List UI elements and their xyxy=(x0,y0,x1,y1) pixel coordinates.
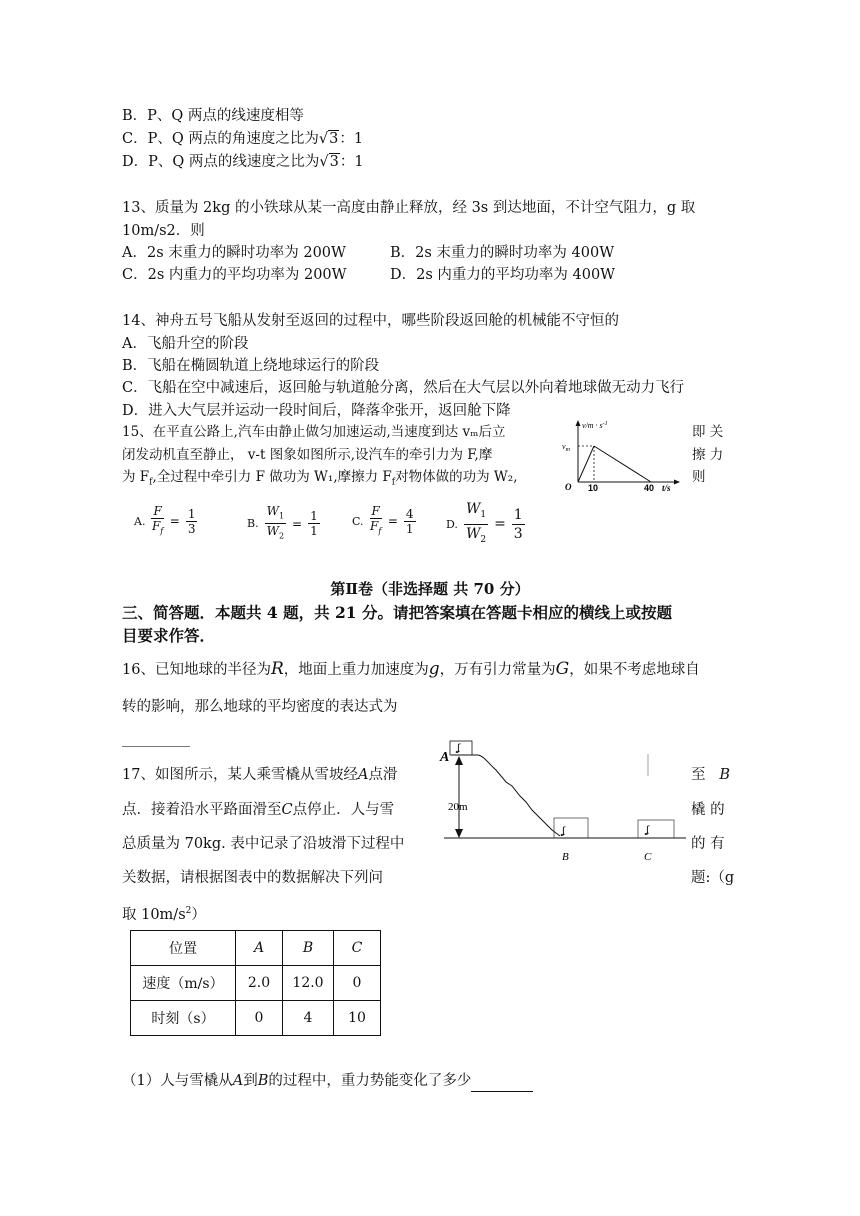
value-denominator: 1 xyxy=(310,524,318,539)
svg-text:ʆ: ʆ xyxy=(457,743,461,754)
fraction xyxy=(464,500,488,549)
table-header-cell: B xyxy=(283,931,334,966)
q17-sub1-answer-blank[interactable] xyxy=(471,1071,533,1092)
q14-stem: 14、神舟五号飞船从发射至返回的过程中，哪些阶段返回舱的机械能不守恒的 xyxy=(122,313,619,329)
q17-stem-line3-right: 的 有 xyxy=(691,836,725,852)
fraction-denominator-sub: 2 xyxy=(480,534,487,545)
q15-stem-line1: 15、在平直公路上,汽车由静止做匀加速运动,当速度到达 vₘ后立 xyxy=(122,424,506,440)
graph-xlabel: t/s xyxy=(662,483,671,493)
fraction-denominator-sub: f xyxy=(378,526,382,536)
radicand: 3 xyxy=(329,154,339,170)
graph-x-arrow xyxy=(674,480,680,485)
q15-option-b: B. $\frac{W_1}{W_2}$ = $\frac{1}{1}$ xyxy=(247,504,322,544)
q17-sub1-text-b: 到 xyxy=(243,1073,258,1089)
fraction xyxy=(151,504,163,538)
q17-sub1-point-b: B xyxy=(257,1073,269,1089)
fig-slope-curve xyxy=(478,755,560,836)
fig-height-label: 20m xyxy=(448,801,468,813)
q17-sub1-point-a: A xyxy=(232,1073,244,1089)
value-numerator: 1 xyxy=(310,509,318,524)
fraction-denominator-sub: 2 xyxy=(278,531,285,541)
fraction-denominator: F xyxy=(151,519,161,533)
q16-answer-blank[interactable] xyxy=(122,746,190,747)
fraction-numerator: F xyxy=(153,504,162,518)
q14-option-a: A．飞船升空的阶段 xyxy=(122,336,249,352)
q15-line3-a: 为 F xyxy=(122,469,150,485)
q16-var-g: g xyxy=(428,659,440,679)
q12-option-d-ratio: ：1 xyxy=(339,154,364,170)
sqrt-symbol: √3 xyxy=(318,131,339,147)
section-heading-line1: 三、简答题．本题共 4 题，共 21 分。请把答案填在答题卡相应的横线上或按题 xyxy=(122,603,672,622)
q15-line3-b: ,全过程中牵引力 F 做功为 W₁,摩擦力 F xyxy=(152,469,392,485)
q17-stem-line2-right: 橇 的 xyxy=(691,802,725,818)
section-title: 第Ⅱ卷（非选择题 共 70 分） xyxy=(330,580,530,598)
fig-label-b: B xyxy=(562,851,569,863)
q12-option-c-text: C．P、Q 两点的角速度之比为 xyxy=(122,131,319,147)
graph-origin-label: O xyxy=(565,482,572,492)
q12-option-b: B．P、Q 两点的线速度相等 xyxy=(122,108,304,124)
q13-option-b: B．2s 末重力的瞬时功率为 400W xyxy=(390,245,615,261)
q15-stem-line3-right: 则 xyxy=(692,469,706,485)
q15-line3-sub2: f xyxy=(391,477,396,488)
value-fraction xyxy=(404,507,416,536)
q12-option-d-text: D．P、Q 两点的线速度之比为 xyxy=(122,154,320,170)
q15-stem-line3 xyxy=(122,467,518,493)
table-row xyxy=(131,966,381,1001)
table-cell: 12.0 xyxy=(283,966,334,1001)
graph-vm-sub: m xyxy=(565,447,570,453)
q14-option-d: D．进入大气层并运动一段时间后，降落伞张开，返回舱下降 xyxy=(122,403,511,419)
section-heading-line2: 目要求作答． xyxy=(122,626,216,645)
table-cell: 2.0 xyxy=(236,966,283,1001)
graph-vm-text: v xyxy=(562,442,566,451)
sled-icon xyxy=(638,820,674,838)
q15-option-c: C. $\frac{F}{F_f}$ = $\frac{4}{1}$ xyxy=(352,504,418,538)
fraction-denominator: W xyxy=(465,525,481,542)
q17-stem-line4: 关数据，请根据图表中的数据解决下列问 xyxy=(122,870,383,886)
fraction-denominator-sub: f xyxy=(160,526,164,536)
q17-stem-line3: 总质量为 70kg. 表中记录了沿坡滑下过程中 xyxy=(122,836,405,852)
q13-option-c: C．2s 内重力的平均功率为 200W xyxy=(122,267,347,283)
q13-option-d: D．2s 内重力的平均功率为 400W xyxy=(390,267,616,283)
q17-exp: 2 xyxy=(185,906,192,916)
table-row xyxy=(131,1001,381,1036)
radicand: 3 xyxy=(329,131,339,147)
q17-text-c: 至 xyxy=(691,767,706,783)
q17-point-c: C xyxy=(281,802,293,818)
table-cell: 10 xyxy=(334,1001,381,1036)
sqrt-symbol: √3 xyxy=(319,154,339,170)
q12-option-c xyxy=(122,129,363,149)
q17-text-g: ） xyxy=(191,906,206,923)
value-fraction xyxy=(308,509,320,538)
q12-option-c-ratio: ：1 xyxy=(339,131,364,147)
q16-stem-line2: 转的影响，那么地球的平均密度的表达式为 xyxy=(122,699,398,715)
table-cell: 速度（m/s） xyxy=(131,966,236,1001)
value-denominator: 3 xyxy=(513,525,523,542)
q13-option-a: A．2s 末重力的瞬时功率为 200W xyxy=(122,245,346,261)
value-fraction xyxy=(512,506,525,543)
q17-stem-line1-right xyxy=(691,765,730,785)
value-numerator: 4 xyxy=(405,506,414,521)
q16-text-c: ，万有引力常量为 xyxy=(439,662,556,678)
q15-stem-line2: 闭发动机直至静止， v-t 图象如图所示,设汽车的牵引力为 F,摩 xyxy=(122,447,493,463)
table-header-cell: A xyxy=(236,931,283,966)
q13-stem-line1: 13、质量为 2kg 的小铁球从某一高度由静止释放，经 3s 到达地面，不计空气阻力，g 取 xyxy=(122,200,696,216)
q15-line3-c: 对物体做的功为 W₂, xyxy=(395,469,518,485)
graph-y-arrow xyxy=(576,420,581,426)
svg-text:ʆ: ʆ xyxy=(646,825,650,836)
value-numerator: 1 xyxy=(513,506,523,523)
q16-var-r: R xyxy=(270,659,284,679)
graph-vm-label xyxy=(562,442,571,453)
q17-text-b: 点滑 xyxy=(368,767,398,783)
q14-option-b: B．飞船在椭圆轨道上绕地球运行的阶段 xyxy=(122,358,380,374)
table-cell: 4 xyxy=(283,1001,334,1036)
q17-stem-line2 xyxy=(122,800,394,820)
fraction-denominator: W xyxy=(266,524,279,539)
option-letter: B. xyxy=(247,517,259,531)
q16-text-b: ，地面上重力加速度为 xyxy=(283,662,429,678)
q16-var-g-const: G xyxy=(555,659,570,679)
fraction-numerator-sub: 1 xyxy=(278,511,285,521)
option-letter: C. xyxy=(352,514,364,528)
q13-stem-line2: 10m/s2．则 xyxy=(122,223,205,239)
q16-text-a: 16、已知地球的半径为 xyxy=(122,662,271,678)
table-header-row xyxy=(131,931,381,966)
option-letter: A. xyxy=(134,514,146,528)
fraction-numerator-sub: 1 xyxy=(480,509,487,520)
table-cell: 0 xyxy=(334,966,381,1001)
q17-text-a: 17、如图所示，某人乘雪橇从雪坡经 xyxy=(122,767,358,783)
q17-point-a: A xyxy=(357,767,369,783)
q15-line3-sub: f xyxy=(149,477,153,488)
graph-tick-10: 10 xyxy=(588,483,599,493)
fig-label-a: A xyxy=(440,750,450,765)
fraction-numerator: W xyxy=(465,501,481,517)
graph-fall-line xyxy=(594,446,651,482)
fig-label-c: C xyxy=(644,851,652,863)
fraction xyxy=(265,504,286,544)
q15-vt-graph xyxy=(558,418,686,494)
table-cell: 0 xyxy=(236,1001,283,1036)
q17-sub1-text-a: （1）人与雪橇从 xyxy=(122,1073,233,1089)
fig-height-arrow-up xyxy=(455,756,463,765)
value-numerator: 1 xyxy=(187,506,196,521)
graph-ylabel-text: v/m · s xyxy=(582,421,603,430)
fraction xyxy=(370,504,382,538)
value-denominator: 1 xyxy=(405,521,414,536)
fig-height-arrow-down xyxy=(455,829,463,838)
graph-rise-line xyxy=(578,446,594,482)
fraction-denominator: F xyxy=(370,519,379,533)
q17-subquestion-1 xyxy=(122,1071,533,1092)
graph-tick-40: 40 xyxy=(644,483,655,493)
svg-text:ʆ: ʆ xyxy=(562,826,566,837)
q17-stem-line4-right: 题:（g xyxy=(691,870,735,886)
q14-option-c: C．飞船在空中减速后，返回舱与轨道舱分离，然后在大气层以外向着地球做无动力飞行 xyxy=(122,380,685,396)
graph-ylabel-exp: -1 xyxy=(602,421,608,427)
fraction-numerator: F xyxy=(371,504,380,518)
sled-icon xyxy=(450,741,472,755)
q17-point-b: B xyxy=(719,767,730,783)
q17-sub1-text-c: 的过程中，重力势能变化了多少 xyxy=(268,1073,472,1089)
q17-text-e: 点停止．人与雪 xyxy=(292,802,395,818)
q15-option-a: A. $\frac{F}{F_f}$ = $\frac{1}{3}$ xyxy=(134,504,199,538)
graph-ylabel xyxy=(582,421,608,430)
q15-stem-line2-right: 擦 力 xyxy=(692,447,724,463)
q17-slope-figure xyxy=(436,738,692,866)
q17-text-d: 点．接着沿水平路面滑至 xyxy=(122,802,282,818)
q16-stem-line1 xyxy=(122,659,700,680)
fraction-numerator: W xyxy=(266,504,279,518)
q17-text-f: 取 10m/s xyxy=(122,906,186,923)
value-fraction xyxy=(186,507,198,536)
option-letter: D. xyxy=(446,517,458,531)
q15-option-d: D. $\frac{W_1}{W_2}$ = $\frac{1}{3}$ xyxy=(446,500,527,549)
table-cell: 时刻（s） xyxy=(131,1001,236,1036)
value-denominator: 3 xyxy=(187,521,196,536)
q12-option-d xyxy=(122,152,364,172)
q17-stem-line5 xyxy=(122,901,206,925)
q17-data-table xyxy=(130,930,381,1036)
q16-text-d: ，如果不考虑地球自 xyxy=(569,662,700,678)
q17-stem-line1 xyxy=(122,765,397,785)
table-header-cell: 位置 xyxy=(131,931,236,966)
table-header-cell: C xyxy=(334,931,381,966)
q15-stem-line1-right: 即 关 xyxy=(692,424,724,440)
